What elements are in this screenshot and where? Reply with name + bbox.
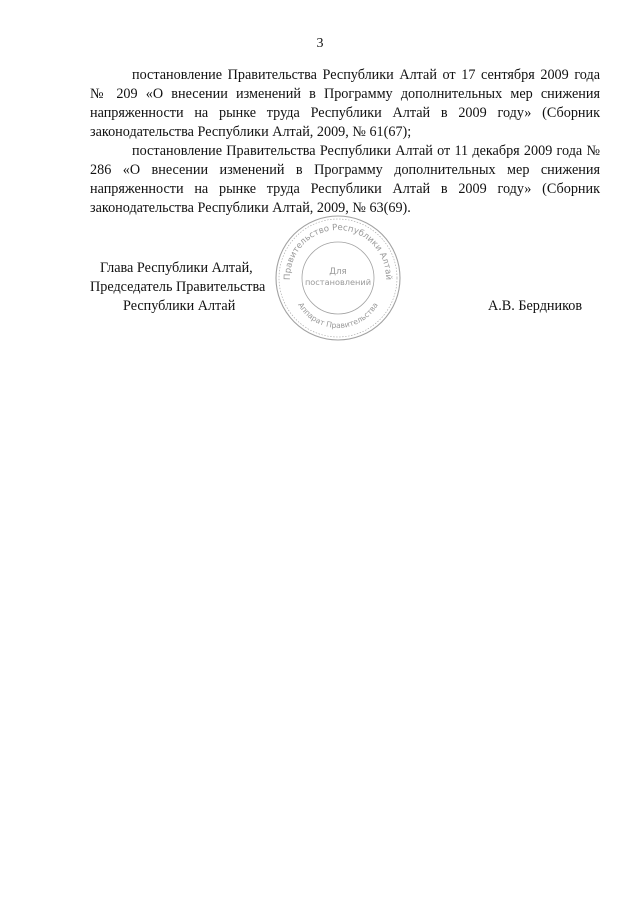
document-body bbox=[90, 66, 600, 218]
paragraph-resolution-286: постановление Правительства Республики Алтай от 11 декабря 2009 года № 286 «О внесении изменений в Программу дополнительных мер снижения напряженности на рынке труда Республики Алтай в 2009 году» (Сборник законодательства Республики Алтай, 2009, № 63(69). bbox=[90, 143, 600, 216]
signatory-name: А.В. Бердников bbox=[488, 298, 583, 314]
stamp-outer-text: Правительство Республики Алтай bbox=[282, 222, 394, 281]
page-number: 3 bbox=[316, 36, 324, 51]
stamp-center-line-1: Для bbox=[329, 267, 347, 277]
official-seal-stamp bbox=[272, 212, 404, 344]
position-line-1: Глава Республики Алтай, bbox=[100, 260, 253, 276]
position-line-3: Республики Алтай bbox=[123, 298, 236, 314]
position-line-2: Председатель Правительства bbox=[90, 279, 266, 295]
stamp-center-line-2: постановлений bbox=[304, 277, 372, 287]
paragraph-resolution-209: постановление Правительства Республики Алтай от 17 сентября 2009 года № 209 «О внесении изменений в Программу дополнительных мер снижения напряженности на рынке труда Республики Алтай в 2009 году» (Сборник законодательства Республики Алтай, 2009, № 61(67); bbox=[90, 67, 600, 140]
stamp-bottom-text: Аппарат Правительства bbox=[296, 300, 380, 331]
signatory-position bbox=[90, 259, 265, 316]
